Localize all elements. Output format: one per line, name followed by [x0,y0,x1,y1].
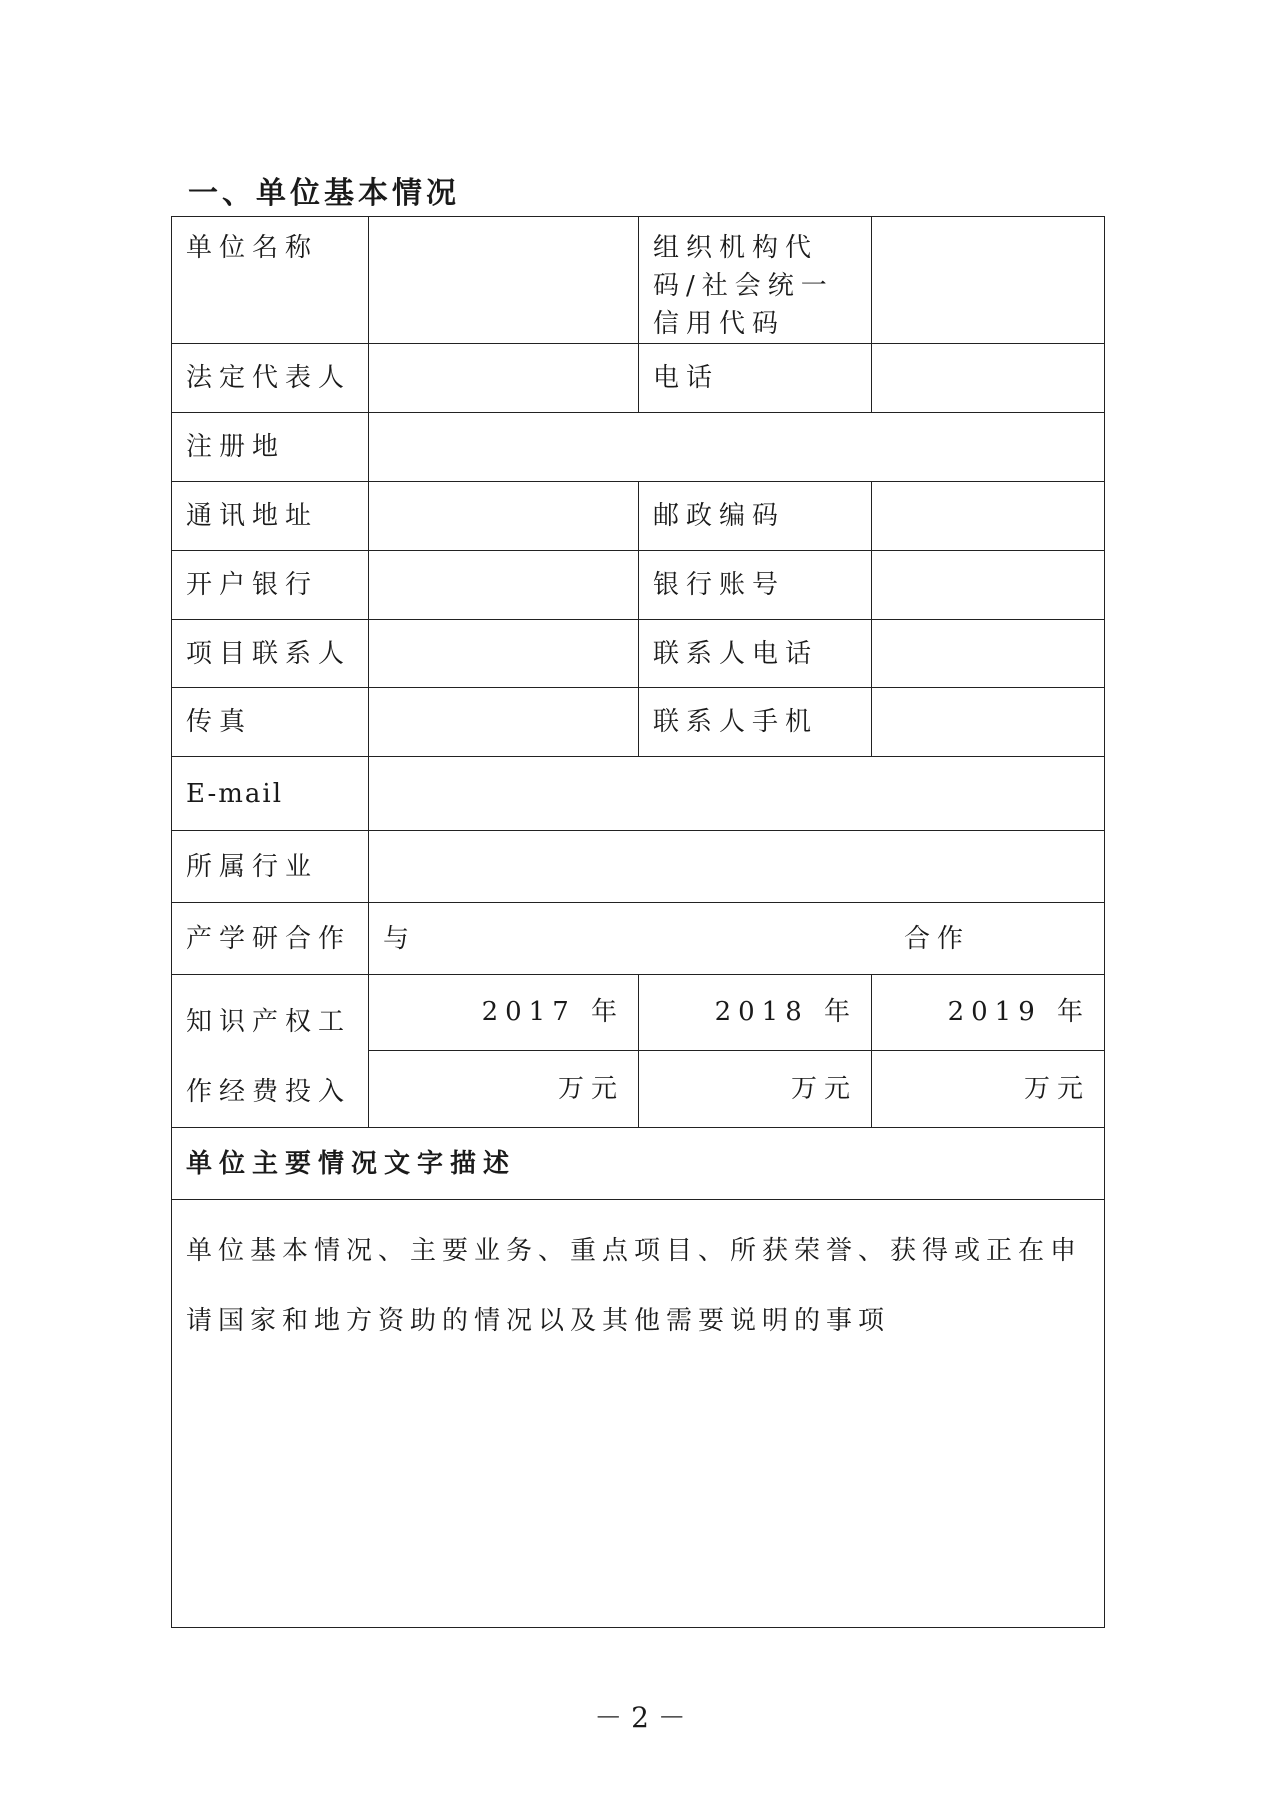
unit-info-form [171,216,1105,1628]
desc-field[interactable]: 单位基本情况、主要业务、重点项目、所获荣誉、获得或正在申请国家和地方资助的情况以及其他需要说明的事项 [172,1200,1105,1628]
funding-2019-field[interactable]: 万元 [872,1050,1105,1127]
ip-funding-label: 知识产权工作经费投入 [172,975,369,1128]
cooperation-field[interactable] [369,903,1105,975]
project-contact-label: 项目联系人 [172,620,369,688]
reg-address-field[interactable] [369,413,1105,482]
bank-field[interactable] [369,551,639,620]
unit-name-field[interactable] [369,217,639,344]
funding-2018-field[interactable]: 万元 [639,1050,872,1127]
contact-phone-field[interactable] [872,620,1105,688]
fax-field[interactable] [369,688,639,757]
cooperation-label: 产学研合作 [172,903,369,975]
page-number: － 2 － [594,1701,686,1734]
bank-account-field[interactable] [872,551,1105,620]
contact-phone-label: 联系人电话 [639,620,872,688]
section-title: 一、单位基本情况 [188,176,460,211]
year-2019-label: 2019 年 [872,975,1105,1051]
contact-mobile-label: 联系人手机 [639,688,872,757]
funding-2017-field[interactable]: 万元 [369,1050,639,1127]
fax-label: 传真 [172,688,369,757]
coop-with-text: 与 [383,923,417,954]
legal-rep-field[interactable] [369,344,639,413]
year-2017-label: 2017 年 [369,975,639,1051]
phone-label: 电话 [639,344,872,413]
coop-suffix-text: 合作 [903,923,970,954]
postal-code-label: 邮政编码 [639,482,872,551]
legal-rep-label: 法定代表人 [172,344,369,413]
email-label: E-mail [172,757,369,831]
reg-address-label: 注册地 [172,413,369,482]
unit-name-label: 单位名称 [172,217,369,344]
project-contact-field[interactable] [369,620,639,688]
mail-address-label: 通讯地址 [172,482,369,551]
contact-mobile-field[interactable] [872,688,1105,757]
phone-field[interactable] [872,344,1105,413]
industry-field[interactable] [369,831,1105,903]
email-field[interactable] [369,757,1105,831]
org-code-label: 组织机构代码/社会统一信用代码 [639,217,872,344]
desc-title: 单位主要情况文字描述 [172,1128,1105,1200]
mail-address-field[interactable] [369,482,639,551]
org-code-field[interactable] [872,217,1105,344]
industry-label: 所属行业 [172,831,369,903]
bank-account-label: 银行账号 [639,551,872,620]
postal-code-field[interactable] [872,482,1105,551]
bank-label: 开户银行 [172,551,369,620]
year-2018-label: 2018 年 [639,975,872,1051]
